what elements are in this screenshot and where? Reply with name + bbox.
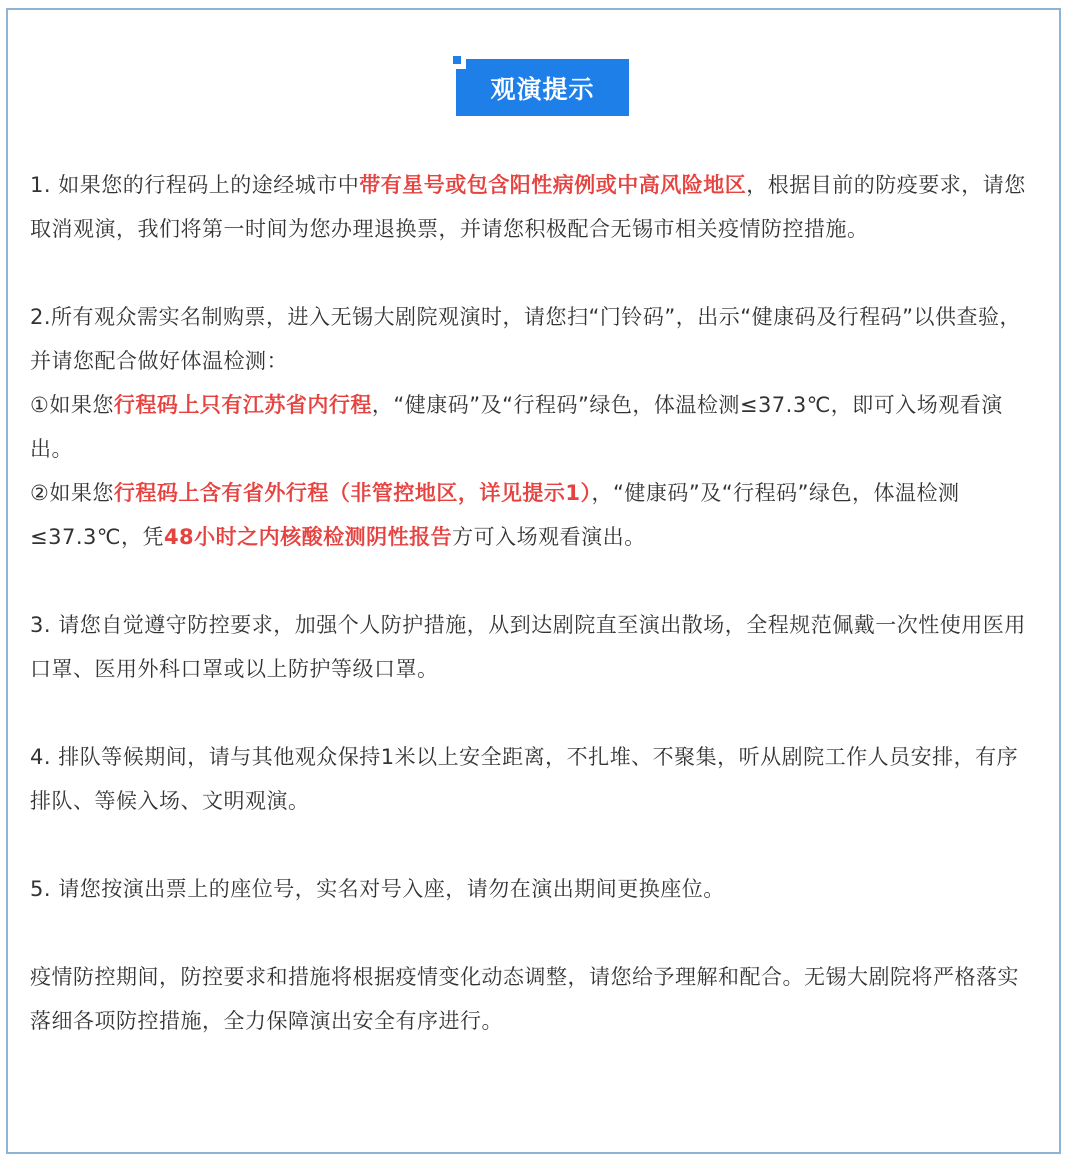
notice-item-5: 5. 请您按演出票上的座位号，实名对号入座，请勿在演出期间更换座位。: [30, 877, 725, 901]
item-2-intro: 2.所有观众需实名制购票，进入无锡大剧院观演时，请您扫“门铃码”，出示“健康码及行程码”以供查验，并请您配合做好体温检测：: [30, 305, 1022, 373]
notice-item-2: [30, 295, 1038, 383]
item-2-sub-2-highlight-2: 48小时之内核酸检测阴性报告: [163, 525, 453, 549]
item-2-sub-2-text-e: 方可入场观看演出。: [452, 525, 646, 549]
spacer: [30, 691, 1038, 735]
notice-item-2-sub-2: [30, 471, 1038, 559]
notice-title-box: [456, 59, 629, 116]
notice-title: 观演提示: [490, 74, 595, 104]
item-2-sub-2-highlight-1: 行程码上含有省外行程（非管控地区，详见提示1）: [113, 481, 592, 505]
notice-content: [30, 163, 1038, 1043]
notice-closing: 疫情防控期间，防控要求和措施将根据疫情变化动态调整，请您给予理解和配合。无锡大剧院将严格落实落细各项防控措施，全力保障演出安全有序进行。: [30, 965, 1019, 1033]
item-1-highlight: 带有星号或包含阳性病例或中高风险地区: [359, 173, 747, 197]
item-1-text-a: 1. 如果您的行程码上的途经城市中: [30, 173, 360, 197]
notice-item-4: 4. 排队等候期间，请与其他观众保持1米以上安全距离，不扎堆、不聚集，听从剧院工作人员安排，有序排队、等候入场、文明观演。: [30, 745, 1019, 813]
item-1-text-c: ，根据目前的防疫要求，请您取消观演，我们将第一时间为您办理退换票，并请您积极配合无锡市相关疫情防控措施。: [30, 173, 1026, 241]
title-corner-decoration: [453, 56, 466, 69]
notice-item-2-sub-1: [30, 383, 1038, 471]
item-2-sub-1-text-a: ①如果您: [30, 393, 114, 417]
item-2-sub-1-highlight: 行程码上只有江苏省内行程: [113, 393, 372, 417]
spacer: [30, 823, 1038, 867]
notice-item-1: [30, 163, 1038, 251]
spacer: [30, 559, 1038, 603]
notice-item-3: 3. 请您自觉遵守防控要求，加强个人防护措施，从到达剧院直至演出散场，全程规范佩戴一次性使用医用口罩、医用外科口罩或以上防护等级口罩。: [30, 613, 1026, 681]
title-corner-square: [453, 56, 461, 64]
item-2-sub-1-text-c: ，“健康码”及“行程码”绿色，体温检测≤37.3℃，即可入场观看演出。: [30, 393, 1003, 461]
spacer: [30, 251, 1038, 295]
item-2-sub-2-text-a: ②如果您: [30, 481, 114, 505]
item-2-sub-2-text-c: ，“健康码”及“行程码”绿色，体温检测≤37.3℃，凭: [30, 481, 960, 549]
spacer: [30, 911, 1038, 955]
